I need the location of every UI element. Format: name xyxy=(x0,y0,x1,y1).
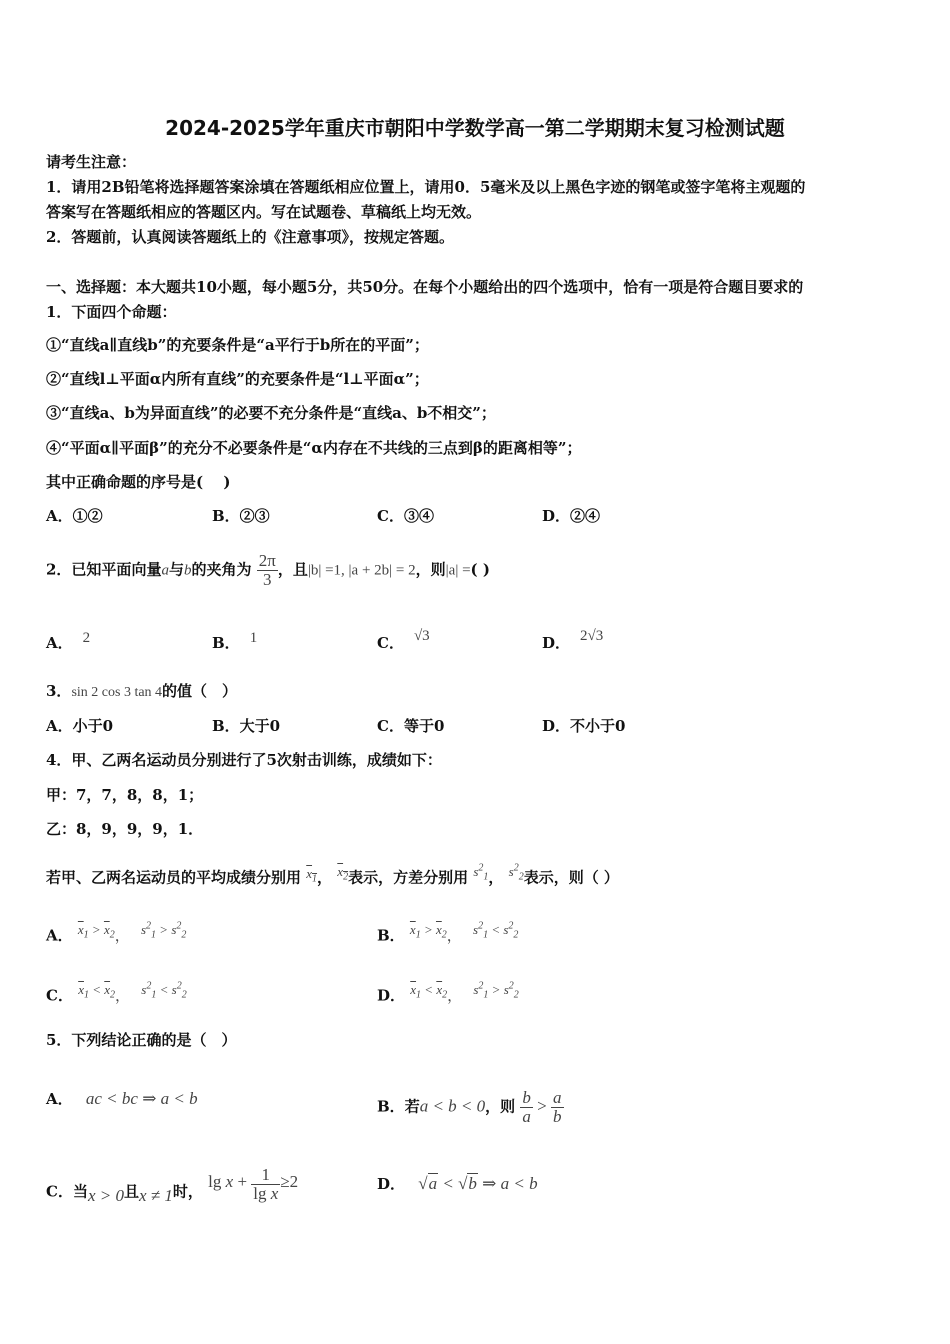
q1-option-b[interactable]: B．②③ xyxy=(212,507,270,525)
q3-stem: 3．sin 2 cos 3 tan 4的值（ ） xyxy=(46,682,238,700)
notice-item-1b: 答案写在答题纸相应的答题区内。写在试题卷、草稿纸上均无效。 xyxy=(46,203,482,221)
q4-stem: 4．甲、乙两名运动员分别进行了5次射击训练，成绩如下： xyxy=(46,751,442,769)
q3-option-b[interactable]: B．大于0 xyxy=(212,717,281,735)
q2-option-a[interactable]: A． 2 xyxy=(46,630,91,652)
q1-proposition-4: ④“平面α∥平面β”的充分不必要条件是“α内存在不共线的三点到β的距离相等”； xyxy=(46,439,582,457)
q4-option-c[interactable]: C． $\overline{x}_1 < \overline{x}_2$， $s^2_1 < s^2_2$ xyxy=(46,981,187,1005)
q1-option-d[interactable]: D．②④ xyxy=(542,507,601,525)
q3-option-d[interactable]: D．不小于0 xyxy=(542,717,626,735)
q4-option-a[interactable]: A． $\overline{x}_1 > \overline{x}_2$， $s^2_1 > s^2_2$ xyxy=(46,921,187,945)
q4-jia-scores: 甲：7，7，8，8，1； xyxy=(46,786,204,804)
q1-proposition-3: ③“直线a、b为异面直线”的必要不充分条件是“直线a、b不相交”； xyxy=(46,404,496,422)
q2-condition: |b| =1, |a + 2b| = 2 xyxy=(307,562,416,579)
q1-stem: 1．下面四个命题： xyxy=(46,303,177,321)
q2-option-c[interactable]: C． √3 xyxy=(377,628,430,652)
q4-option-d[interactable]: D． $\overline{x}_1 < \overline{x}_2$， $s^2_1 > s^2_2$ xyxy=(377,981,519,1005)
q5-option-a[interactable]: A． ac < bc ⇒ a < b xyxy=(46,1089,198,1108)
q4-ask: 若甲、乙两名运动员的平均成绩分别用 $x_1$， $x_2$表示，方差分别用 $s^2_1$， $s^2_2$表示，则（ ） xyxy=(46,863,619,887)
q1-option-c[interactable]: C．③④ xyxy=(377,507,434,525)
q1-ask: 其中正确命题的序号是( ) xyxy=(46,473,231,491)
notice-item-2: 2．答题前，认真阅读答题纸上的《注意事项》，按规定答题。 xyxy=(46,228,454,246)
q2-angle-fraction: $\frac{2\pi}{3}$ xyxy=(258,551,276,589)
q5-option-d[interactable]: D． √a < √b ⇒ a < b xyxy=(377,1174,538,1193)
notice-item-1a: 1．请用2B铅笔将选择题答案涂填在答题纸相应位置上，请用0．5毫米及以上黑色字迹的钢笔或签字笔将主观题的 xyxy=(46,178,806,196)
section-heading: 一、选择题：本大题共10小题，每小题5分，共50分。在每个小题给出的四个选项中，恰有一项是符合题目要求的 xyxy=(46,278,804,296)
q5-stem: 5．下列结论正确的是（ ） xyxy=(46,1031,237,1049)
q3-option-c[interactable]: C．等于0 xyxy=(377,717,445,735)
q3-option-a[interactable]: A．小于0 xyxy=(46,717,114,735)
q2-option-b[interactable]: B． 1 xyxy=(212,630,258,652)
q1-proposition-1: ①“直线a∥直线b”的充要条件是“a平行于b所在的平面”； xyxy=(46,336,429,354)
q2-stem: 2．已知平面向量a与b的夹角为 $\frac{2\pi}{3}$ ，且|b| =1, |a + 2b| = 2，则|a| =( ) xyxy=(46,551,490,589)
q2-ask: |a| = xyxy=(445,562,471,579)
q5-option-b[interactable]: B．若a < b < 0，则 $\frac{b}{a}$ > $\frac{a}{b}$ xyxy=(377,1088,562,1126)
page-title: 2024-2025学年重庆市朝阳中学数学高一第二学期期末复习检测试题 xyxy=(165,116,785,140)
q4-yi-scores: 乙：8，9，9，9，1． xyxy=(46,820,204,838)
q1-proposition-2: ②“直线l⊥平面α内所有直线”的充要条件是“l⊥平面α”； xyxy=(46,370,429,388)
q5-option-c[interactable]: C．当x > 0且x ≠ 1时， lg x + $\frac{1}{\text{lg x}}$ ≥2 xyxy=(46,1165,299,1205)
q1-option-a[interactable]: A．①② xyxy=(46,507,103,525)
q2-option-d[interactable]: D． 2√3 xyxy=(542,628,604,652)
q4-option-b[interactable]: B． $\overline{x}_1 > \overline{x}_2$， $s^2_1 < s^2_2$ xyxy=(377,921,519,945)
notice-heading: 请考生注意： xyxy=(46,153,137,171)
